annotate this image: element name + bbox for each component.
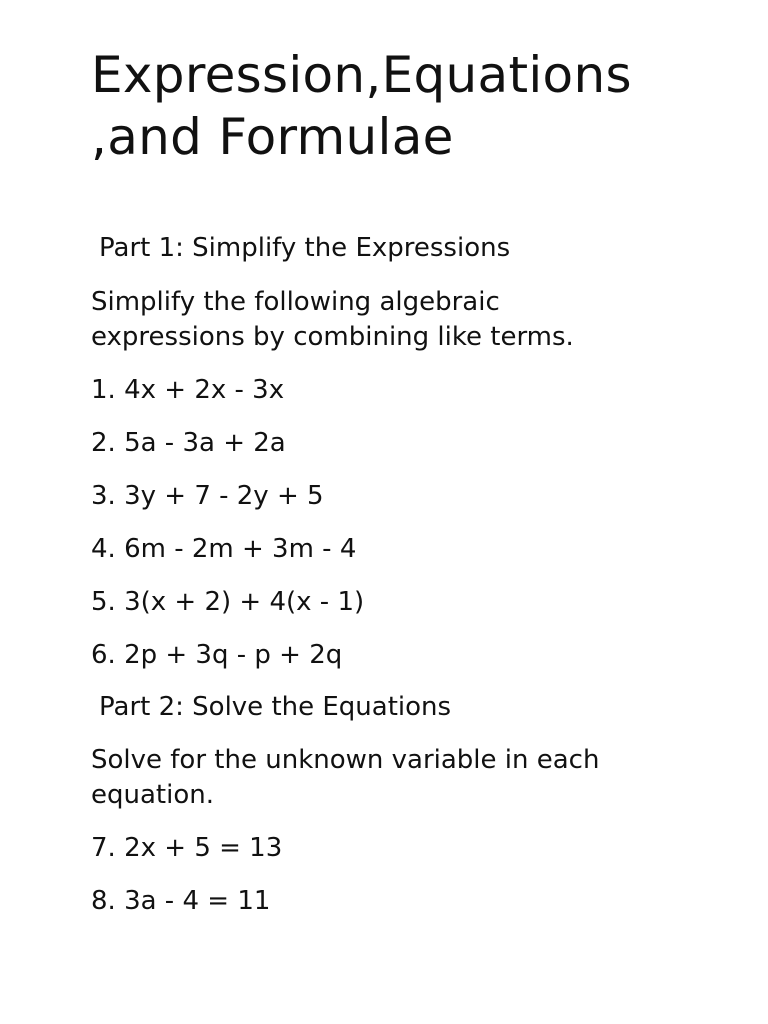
expression-item-3: 3. 3y + 7 - 2y + 5 bbox=[91, 481, 324, 511]
expression-item-6: 6. 2p + 3q - p + 2q bbox=[91, 640, 343, 670]
expression-item-1: 1. 4x + 2x - 3x bbox=[91, 375, 285, 405]
equation-item-8: 8. 3a - 4 = 11 bbox=[91, 886, 271, 916]
part2-heading: Part 2: Solve the Equations bbox=[99, 692, 452, 722]
part2-instructions: Solve for the unknown variable in each equation. bbox=[91, 745, 600, 810]
expression-item-4: 4. 6m - 2m + 3m - 4 bbox=[91, 534, 357, 564]
part1-heading: Part 1: Simplify the Expressions bbox=[99, 233, 511, 263]
part1-instructions: Simplify the following algebraic expressions by combining like terms. bbox=[91, 287, 574, 352]
worksheet-title: Expression,Equations ,and Formulae bbox=[91, 46, 632, 166]
expression-item-5: 5. 3(x + 2) + 4(x - 1) bbox=[91, 587, 365, 617]
expression-item-2: 2. 5a - 3a + 2a bbox=[91, 428, 286, 458]
equation-item-7: 7. 2x + 5 = 13 bbox=[91, 833, 283, 863]
